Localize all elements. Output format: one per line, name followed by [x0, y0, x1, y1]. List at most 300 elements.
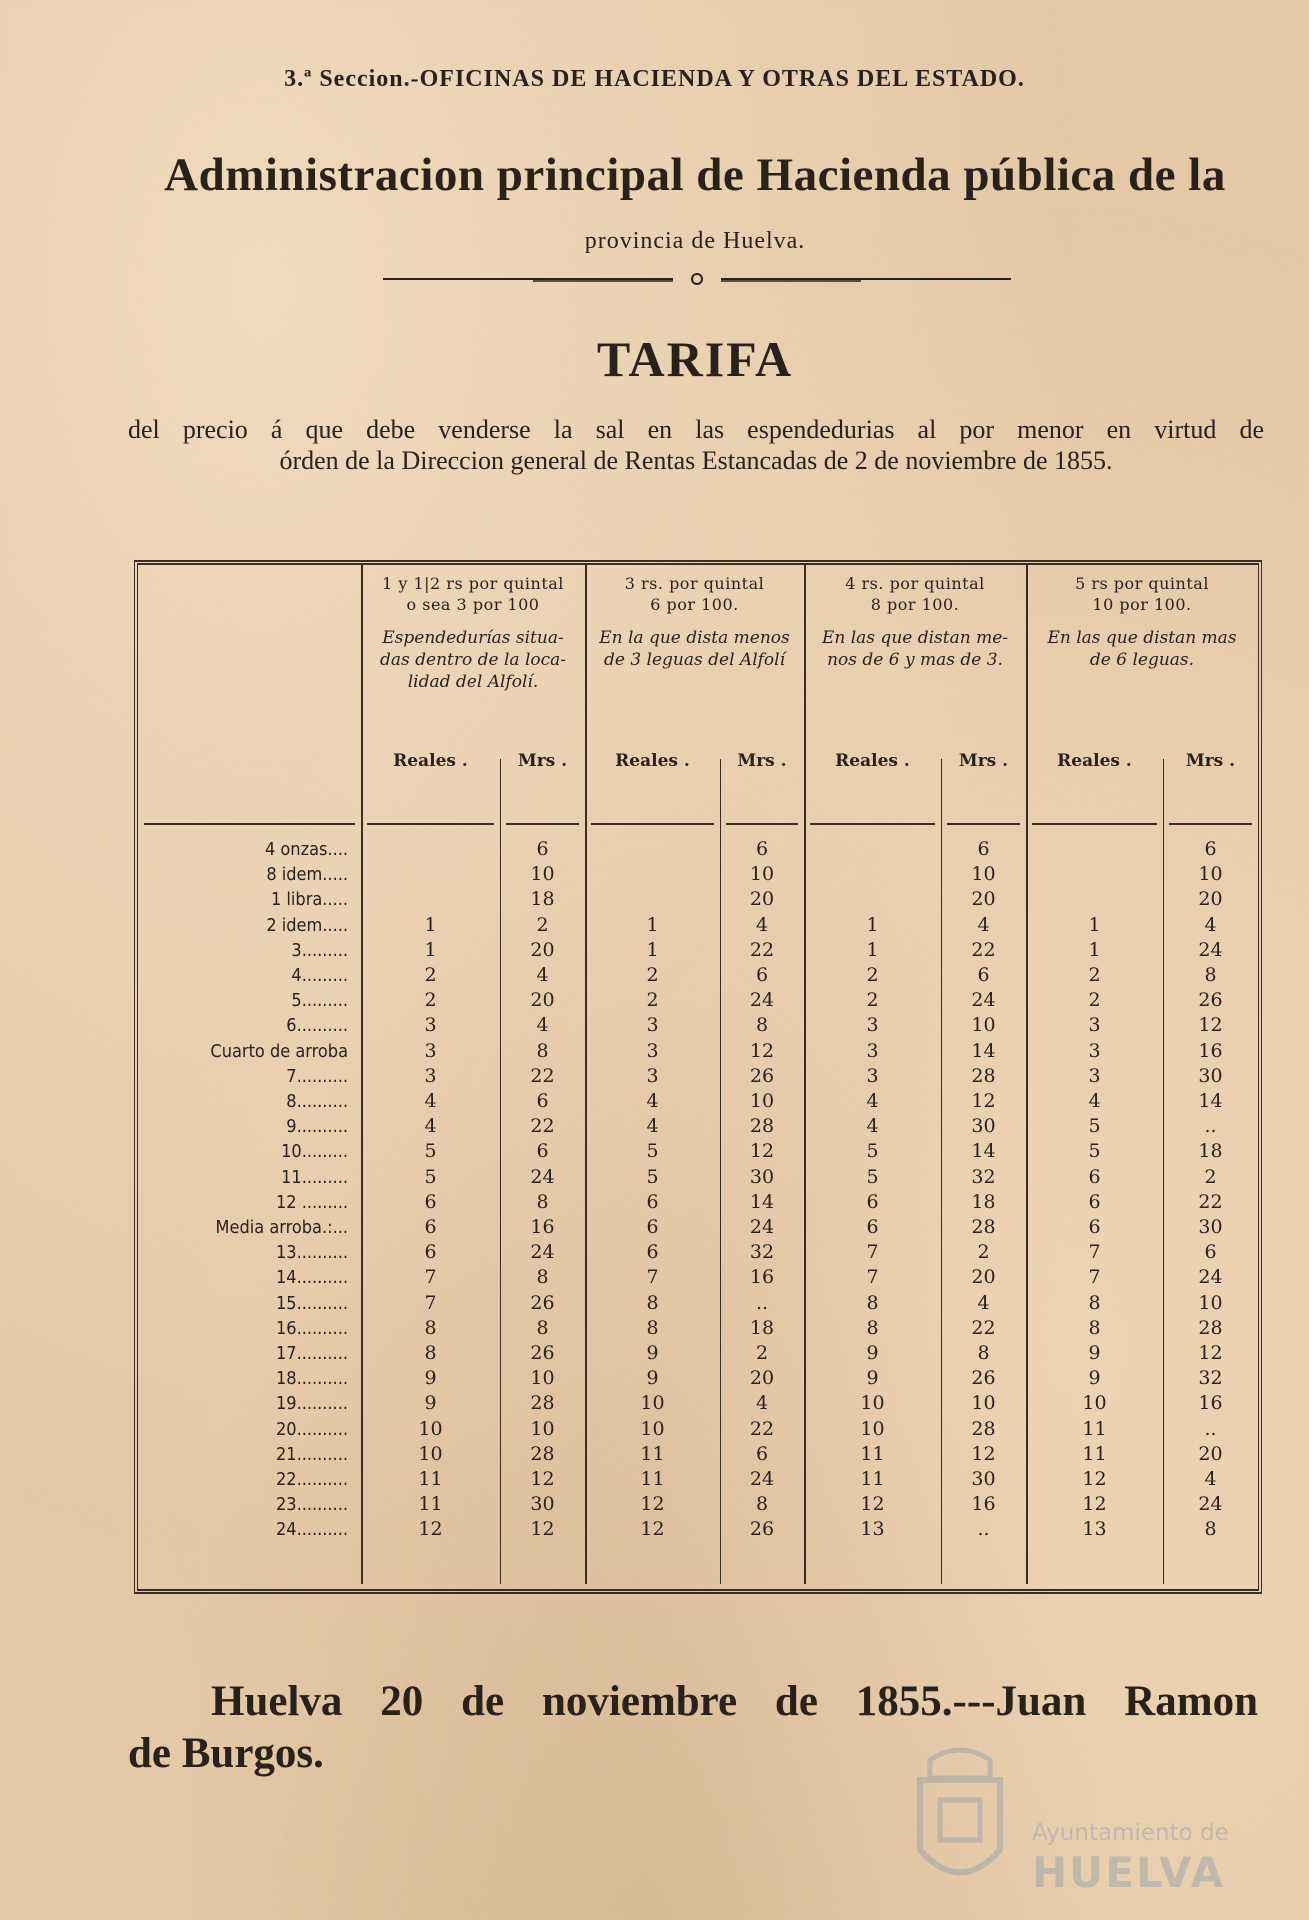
distance-line: de 3 leguas del Alfolí — [603, 650, 786, 670]
reales-cell: 5 — [424, 1140, 437, 1163]
reales-cell — [361, 862, 500, 887]
reales-cell: 10 — [860, 1392, 885, 1415]
reales-cell: 1 — [646, 938, 659, 961]
reales-cell: 8 — [866, 1291, 879, 1314]
mrs-cell: 28 — [1198, 1316, 1223, 1339]
mrs-cell: 28 — [530, 1442, 555, 1465]
percent-line: 10 por 100. — [1092, 595, 1192, 614]
intro-line-2: órden de la Direccion general de Rentas Estancadas de 2 de noviembre de 1855. — [279, 446, 1113, 475]
reales-cell: 5 — [1088, 1140, 1101, 1163]
mrs-cell: 4 — [977, 1291, 990, 1314]
row-label: 23.......... — [275, 1494, 348, 1516]
mrs-cell: 10 — [749, 863, 775, 886]
mrs-cell: 22 — [749, 938, 775, 961]
mrs-cell: 6 — [536, 1090, 549, 1112]
mrs-cell: 2 — [977, 1241, 990, 1264]
intro-line-1: del precio á que debe venderse la sal en las espendedurias al por menor en virtud de — [128, 415, 1264, 444]
row-label: 15.......... — [275, 1292, 348, 1314]
reales-cell: 12 — [860, 1493, 885, 1516]
reales-cell: 9 — [866, 1342, 879, 1364]
mrs-cell: 20 — [1198, 1442, 1223, 1465]
reales-cell — [1026, 887, 1163, 912]
reales-cell: 9 — [1088, 1367, 1101, 1390]
distance-description — [589, 627, 800, 671]
mrs-cell: 12 — [1198, 1342, 1223, 1364]
row-label: 11......... — [281, 1166, 348, 1188]
mrs-cell: 8 — [1204, 1518, 1217, 1541]
mrs-cell: 8 — [1204, 964, 1217, 986]
mrs-cell: 8 — [977, 1342, 990, 1364]
mrs-column-header: Mrs . — [737, 751, 787, 771]
reales-cell: 3 — [424, 1014, 437, 1037]
mrs-cell: 14 — [971, 1140, 996, 1163]
mrs-cell: 6 — [755, 1442, 769, 1465]
distance-line: En la que dista menos — [599, 628, 790, 648]
mrs-cell: 10 — [971, 1392, 996, 1415]
row-label: Media arroba.:... — [215, 1217, 348, 1238]
mrs-cell: 2 — [536, 913, 549, 936]
row-label: 9.......... — [286, 1116, 348, 1138]
distance-line: En las que distan mas — [1047, 628, 1237, 648]
reales-cell: 10 — [640, 1392, 665, 1415]
row-label: 21.......... — [275, 1443, 348, 1465]
row-label: 1 libra..... — [270, 889, 348, 911]
mrs-cell: 4 — [536, 964, 549, 986]
reales-cell: 6 — [866, 1216, 879, 1238]
mrs-cell: 8 — [755, 1014, 769, 1037]
mrs-cell: 6 — [536, 1140, 549, 1163]
reales-cell: 10 — [640, 1417, 665, 1440]
mrs-cell: 30 — [749, 1165, 775, 1188]
mrs-cell: 4 — [536, 1014, 549, 1037]
main-title: Administracion principal de Hacienda pública de la — [164, 149, 1226, 201]
mrs-cell: 6 — [977, 964, 990, 986]
mrs-cell: 2 — [755, 1342, 769, 1364]
mrs-cell: 10 — [1198, 863, 1223, 886]
mrs-cell: 26 — [1198, 989, 1223, 1012]
row-label: 24.......... — [275, 1519, 348, 1541]
price-group-header — [808, 573, 1022, 671]
mrs-cell: 10 — [530, 1417, 555, 1440]
header-underline — [947, 823, 1020, 825]
distance-line: das dentro de la loca- — [379, 650, 567, 670]
percent-line: o sea 3 por 100 — [406, 595, 540, 614]
watermark-line-1: Ayuntamiento de — [1032, 1820, 1229, 1846]
mrs-cell: 10 — [971, 1014, 996, 1037]
reales-cell: 8 — [866, 1316, 879, 1339]
distance-description — [365, 627, 581, 693]
reales-cell — [585, 862, 720, 887]
main-subtitle: provincia de Huelva. — [584, 228, 806, 254]
price-group-header — [589, 573, 800, 671]
mrs-column-header: Mrs . — [1185, 751, 1236, 771]
reales-cell: 9 — [866, 1367, 879, 1390]
row-label: 12 ......... — [275, 1191, 348, 1213]
reales-cell: 2 — [1088, 964, 1101, 986]
mrs-cell: 10 — [749, 1090, 775, 1112]
reales-cell: 3 — [1088, 1064, 1101, 1087]
mrs-cell: 24 — [1198, 938, 1223, 961]
mrs-cell: 12 — [530, 1468, 555, 1490]
reales-cell — [1026, 862, 1163, 887]
mrs-cell: 26 — [530, 1342, 555, 1364]
mrs-cell: 12 — [1198, 1014, 1223, 1037]
reales-cell: 5 — [646, 1140, 659, 1163]
reales-cell: 9 — [646, 1342, 659, 1364]
mrs-cell: 20 — [749, 1367, 775, 1390]
reales-cell: 9 — [646, 1367, 659, 1390]
reales-cell: 1 — [1088, 938, 1101, 961]
reales-cell: 12 — [418, 1518, 443, 1541]
reales-cell: 6 — [646, 1190, 659, 1213]
distance-line: nos de 6 y mas de 3. — [827, 650, 1003, 670]
reales-cell: 1 — [424, 913, 437, 936]
mrs-cell: 12 — [749, 1140, 775, 1163]
section-header: 3.ª Seccion.-OFICINAS DE HACIENDA Y OTRAS DEL ESTADO. — [284, 66, 1025, 92]
mrs-cell: 10 — [530, 863, 555, 886]
reales-cell: 3 — [646, 1064, 659, 1087]
reales-cell — [804, 887, 941, 912]
reales-cell: 3 — [866, 1064, 879, 1087]
reales-cell: 8 — [646, 1291, 659, 1314]
header-underline — [591, 823, 714, 825]
reales-cell: 4 — [424, 1090, 437, 1112]
mrs-cell: 8 — [536, 1316, 549, 1339]
mrs-cell: 10 — [971, 863, 996, 886]
reales-cell: 4 — [1088, 1090, 1101, 1112]
reales-cell: 13 — [1082, 1518, 1107, 1541]
reales-cell: 2 — [1088, 989, 1101, 1012]
reales-cell: 6 — [1088, 1216, 1101, 1238]
reales-cell: 13 — [860, 1518, 885, 1541]
distance-line: lidad del Alfolí. — [407, 672, 539, 692]
reales-cell: 12 — [640, 1493, 665, 1516]
mrs-cell: 20 — [1198, 888, 1223, 911]
reales-cell: 2 — [424, 989, 437, 1012]
mrs-cell: 28 — [971, 1216, 996, 1238]
mrs-cell: 4 — [1204, 1468, 1217, 1490]
reales-cell — [585, 837, 720, 862]
reales-cell: 4 — [646, 1115, 659, 1138]
mrs-cell: 22 — [530, 1064, 555, 1087]
mrs-cell: 6 — [755, 838, 769, 860]
mrs-cell: 26 — [749, 1518, 775, 1541]
header-underline — [367, 823, 494, 825]
row-label: 8.......... — [286, 1091, 348, 1112]
reales-cell: 4 — [866, 1115, 879, 1138]
reales-cell: 6 — [1088, 1165, 1101, 1188]
mrs-cell: 6 — [1204, 838, 1217, 860]
reales-cell: 1 — [866, 938, 879, 961]
mrs-cell: 24 — [530, 1165, 555, 1188]
reales-cell: 3 — [646, 1014, 659, 1037]
mrs-cell: 30 — [971, 1115, 996, 1138]
reales-column-header: Reales . — [393, 751, 468, 771]
mrs-cell: 18 — [971, 1190, 996, 1213]
reales-cell: 11 — [860, 1442, 885, 1465]
reales-cell: 3 — [866, 1014, 879, 1037]
mrs-cell: 28 — [971, 1064, 996, 1087]
reales-cell: 1 — [1088, 913, 1101, 936]
mrs-cell: 24 — [749, 1468, 775, 1490]
reales-cell: 12 — [1082, 1493, 1107, 1516]
mrs-cell: 18 — [749, 1316, 775, 1339]
mrs-cell: 10 — [1198, 1291, 1223, 1314]
row-label: 3......... — [291, 939, 348, 961]
intro-paragraph — [128, 414, 1264, 476]
row-label: 6.......... — [286, 1015, 348, 1037]
distance-description — [808, 627, 1022, 671]
mrs-cell: 20 — [530, 989, 555, 1012]
row-label: 14.......... — [275, 1267, 348, 1289]
rate-line: 4 rs. por quintal — [845, 574, 985, 593]
reales-cell: 1 — [866, 913, 879, 936]
row-label: 22.......... — [275, 1469, 348, 1490]
mrs-cell: 20 — [749, 888, 775, 911]
reales-cell: 3 — [424, 1039, 437, 1062]
mrs-cell: 22 — [971, 1316, 996, 1339]
mrs-cell: 16 — [530, 1216, 555, 1238]
reales-cell: 1 — [646, 913, 659, 936]
reales-cell: 6 — [424, 1190, 437, 1213]
row-label: 13.......... — [275, 1242, 348, 1264]
mrs-cell: 16 — [971, 1493, 996, 1516]
reales-cell: 10 — [418, 1442, 443, 1465]
mrs-cell: 32 — [1198, 1367, 1223, 1390]
header-underline — [1169, 823, 1252, 825]
reales-cell: 6 — [646, 1241, 659, 1264]
reales-cell: 10 — [860, 1417, 885, 1440]
reales-cell: 11 — [1082, 1442, 1107, 1465]
reales-cell: 7 — [424, 1266, 437, 1289]
mrs-cell: 30 — [1198, 1216, 1223, 1238]
mrs-cell: 22 — [1198, 1190, 1223, 1213]
reales-cell: 5 — [1088, 1115, 1101, 1138]
reales-cell — [804, 862, 941, 887]
reales-column-header: Reales . — [615, 751, 690, 771]
row-label: 18.......... — [275, 1368, 348, 1390]
reales-cell: 5 — [866, 1165, 879, 1188]
mrs-cell: 6 — [536, 838, 549, 860]
mrs-cell: 12 — [530, 1518, 555, 1541]
row-label: 10......... — [281, 1141, 348, 1163]
mrs-cell: 12 — [971, 1090, 996, 1112]
mrs-cell: 24 — [1198, 1493, 1223, 1516]
reales-cell: 10 — [1082, 1392, 1107, 1415]
coat-of-arms-icon — [900, 1740, 1020, 1900]
mrs-cell: 30 — [1198, 1064, 1223, 1087]
reales-cell: 8 — [1088, 1316, 1101, 1339]
reales-cell: 3 — [424, 1064, 437, 1087]
mrs-cell: 6 — [1204, 1241, 1217, 1264]
reales-cell: 11 — [1082, 1417, 1107, 1440]
reales-cell: 12 — [1082, 1468, 1107, 1490]
percent-line: 6 por 100. — [650, 595, 739, 614]
reales-cell — [361, 887, 500, 912]
reales-cell: 2 — [866, 989, 879, 1012]
mrs-cell: 16 — [1198, 1392, 1223, 1415]
reales-cell: 11 — [640, 1468, 665, 1490]
reales-cell: 2 — [866, 964, 879, 986]
price-group-header — [1030, 573, 1254, 671]
row-label: 5......... — [291, 990, 348, 1012]
reales-cell: 1 — [424, 938, 437, 961]
reales-cell: 7 — [866, 1241, 879, 1264]
reales-cell: 11 — [640, 1442, 665, 1465]
distance-line: En las que distan me- — [821, 628, 1009, 648]
mrs-cell: 8 — [536, 1039, 549, 1062]
reales-cell: 6 — [1088, 1190, 1101, 1213]
mrs-cell: 20 — [971, 888, 996, 911]
reales-cell: 4 — [646, 1090, 659, 1112]
mrs-column-header: Mrs . — [958, 751, 1009, 771]
reales-cell: 8 — [424, 1316, 437, 1339]
reales-cell — [804, 837, 941, 862]
reales-cell: 6 — [646, 1216, 659, 1238]
distance-description — [1030, 627, 1254, 671]
reales-cell: 6 — [424, 1216, 437, 1238]
reales-cell: 7 — [646, 1266, 659, 1289]
mrs-cell: 22 — [749, 1417, 775, 1440]
reales-cell — [585, 887, 720, 912]
mrs-cell: 26 — [530, 1291, 555, 1314]
mrs-cell: .. — [977, 1518, 990, 1541]
row-label: 19.......... — [275, 1393, 348, 1415]
distance-line: Espendedurías situa- — [382, 628, 564, 648]
mrs-column-header: Mrs . — [517, 751, 568, 771]
reales-cell: 9 — [424, 1367, 437, 1390]
mrs-cell: 10 — [530, 1367, 555, 1390]
mrs-cell: 8 — [755, 1493, 769, 1516]
row-label: Cuarto de arroba — [210, 1040, 348, 1062]
row-label: 8 idem..... — [266, 864, 348, 886]
reales-cell: 3 — [866, 1039, 879, 1062]
reales-cell: 5 — [646, 1165, 659, 1188]
reales-cell: 8 — [646, 1316, 659, 1339]
reales-column-header: Reales . — [835, 751, 910, 771]
reales-cell: 11 — [418, 1468, 443, 1490]
ornament-rule — [383, 272, 1011, 286]
rate-line: 5 rs por quintal — [1075, 574, 1209, 593]
mrs-cell: 32 — [971, 1165, 996, 1188]
reales-cell: 4 — [424, 1115, 437, 1138]
mrs-cell: 22 — [971, 938, 996, 961]
header-underline — [726, 823, 798, 825]
mrs-cell: 18 — [530, 888, 555, 911]
reales-cell: 6 — [866, 1190, 879, 1213]
mrs-cell: 24 — [1198, 1266, 1223, 1289]
mrs-cell: 24 — [749, 989, 775, 1012]
tariff-table — [134, 560, 1262, 1594]
reales-column-header: Reales . — [1057, 751, 1132, 771]
reales-cell: 2 — [646, 989, 659, 1012]
mrs-cell: 8 — [536, 1266, 549, 1289]
reales-cell: 7 — [424, 1291, 437, 1314]
mrs-cell: 26 — [749, 1064, 775, 1087]
header-underline — [144, 823, 355, 825]
reales-cell: 7 — [1088, 1266, 1101, 1289]
reales-cell: 2 — [424, 964, 437, 986]
reales-cell: 2 — [646, 964, 659, 986]
mrs-cell: 6 — [755, 964, 769, 986]
rate-line: 3 rs. por quintal — [624, 574, 765, 593]
rate-line: 1 y 1|2 rs por quintal — [382, 574, 564, 593]
reales-cell: 3 — [1088, 1039, 1101, 1062]
mrs-cell: 12 — [749, 1039, 775, 1062]
header-underline — [506, 823, 579, 825]
reales-cell: 7 — [866, 1266, 879, 1289]
reales-cell — [361, 837, 500, 862]
mrs-cell: 18 — [1198, 1140, 1223, 1163]
mrs-cell: 16 — [1198, 1039, 1223, 1062]
closing-line-2: de Burgos. — [128, 1730, 324, 1777]
mrs-cell: 28 — [749, 1115, 775, 1138]
mrs-cell: 26 — [971, 1367, 996, 1390]
mrs-cell: 12 — [971, 1442, 996, 1465]
header-underline — [810, 823, 935, 825]
reales-cell — [1026, 837, 1163, 862]
price-group-header — [365, 573, 581, 693]
row-label: 4 onzas.... — [264, 839, 348, 860]
reales-cell: 3 — [646, 1039, 659, 1062]
watermark-line-2: HUELVA — [1032, 1848, 1226, 1897]
mrs-cell: .. — [1204, 1417, 1217, 1440]
row-label: 20.......... — [275, 1418, 348, 1440]
header-underline — [1032, 823, 1157, 825]
mrs-cell: 14 — [749, 1190, 775, 1213]
mrs-cell: 30 — [530, 1493, 555, 1516]
mrs-cell: 4 — [755, 913, 769, 936]
reales-cell: 10 — [418, 1417, 443, 1440]
mrs-cell: 24 — [971, 989, 996, 1012]
reales-cell: 6 — [424, 1241, 437, 1264]
mrs-cell: 24 — [530, 1241, 555, 1264]
reales-cell: 8 — [1088, 1291, 1101, 1314]
row-label: 16.......... — [275, 1317, 348, 1339]
row-label: 4......... — [291, 965, 348, 986]
mrs-cell: 4 — [1204, 913, 1217, 936]
mrs-cell: 24 — [749, 1216, 775, 1238]
percent-line: 8 por 100. — [870, 595, 960, 614]
mrs-cell: 28 — [971, 1417, 996, 1440]
mrs-cell: 8 — [536, 1190, 549, 1213]
distance-line: de 6 leguas. — [1089, 650, 1195, 670]
mrs-cell: 2 — [1204, 1165, 1217, 1188]
mrs-cell: 22 — [530, 1115, 555, 1138]
row-label: 7.......... — [286, 1065, 348, 1087]
row-label: 17.......... — [275, 1343, 348, 1364]
tarifa-title: TARIFA — [596, 331, 794, 387]
reales-cell: 12 — [640, 1518, 665, 1541]
mrs-cell: .. — [1204, 1115, 1217, 1138]
reales-cell: 5 — [424, 1165, 437, 1188]
mrs-cell: 28 — [530, 1392, 555, 1415]
mrs-cell: 6 — [977, 838, 990, 860]
reales-cell: 9 — [424, 1392, 437, 1415]
reales-cell: 7 — [1088, 1241, 1101, 1264]
mrs-cell: 14 — [1198, 1090, 1223, 1112]
row-label: 2 idem..... — [266, 914, 348, 936]
reales-cell: 4 — [866, 1090, 879, 1112]
reales-cell: 9 — [1088, 1342, 1101, 1364]
mrs-cell: 16 — [749, 1266, 775, 1289]
reales-cell: 3 — [1088, 1014, 1101, 1037]
mrs-cell: 4 — [977, 913, 990, 936]
mrs-cell: 4 — [755, 1392, 769, 1415]
reales-cell: 5 — [866, 1140, 879, 1163]
closing-line-1: Huelva 20 de noviembre de 1855.---Juan Ramon — [211, 1678, 1258, 1725]
mrs-cell: .. — [755, 1291, 769, 1314]
